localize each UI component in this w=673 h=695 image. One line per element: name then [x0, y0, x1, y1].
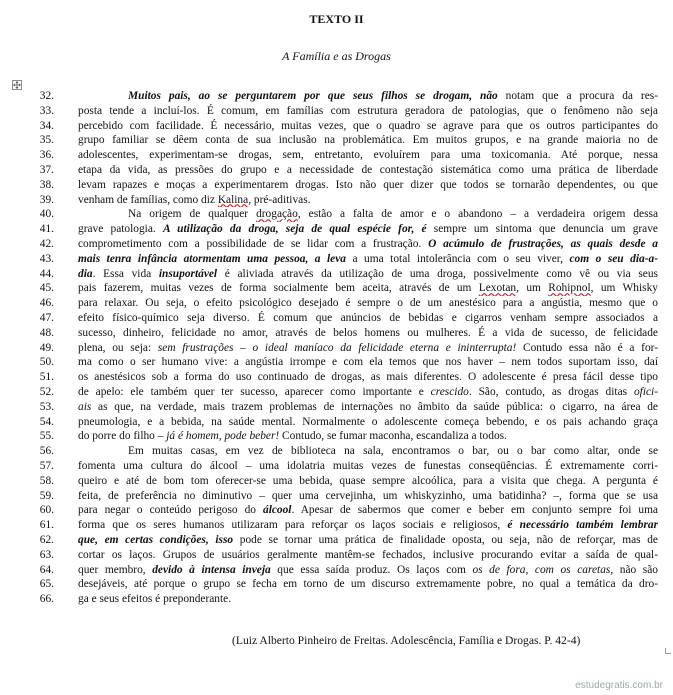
text-line	[0, 178, 673, 193]
line-text	[78, 326, 658, 341]
text-run: as que, na verdade, mais trazem problemas de internações no âmbito da saúde pública: o cigarro, na área de	[91, 400, 658, 413]
line-text	[78, 563, 658, 578]
line-number: 44.	[39, 267, 54, 280]
text-run: crescido	[430, 385, 469, 398]
line-text	[78, 429, 658, 444]
line-number: 46.	[39, 297, 54, 310]
line-number: 39.	[39, 193, 54, 206]
text-run: , pré-aditivas.	[248, 193, 311, 206]
text-run: feita, de preferência no diminutivo – quer uma cervejinha, um whiskyzinho, uma batidinha? –, forma que se usa	[78, 489, 658, 502]
text-run: cortar os laços. Grupos de usuários geralmente mantêm-se fechados, inclusive procurando evitar a saída de qual-	[78, 548, 658, 561]
text-run: Muitos pais, ao se perguntarem por que seus filhos se drogam, não	[128, 90, 498, 102]
line-number: 47.	[39, 311, 54, 324]
text-run: desejáveis, até porque o grupo se fecha em torno de um discurso extremamente pobre, no qual a temática da dro-	[78, 578, 658, 591]
text-line	[0, 385, 673, 400]
text-run: ma como o ser humano vive: a angústia irrompe e com ela temos que nos haver – nem todos suportam isso, daí	[78, 356, 658, 369]
text-run: , um Whisky	[590, 282, 658, 295]
line-number: 59.	[39, 489, 54, 502]
line-text	[78, 459, 658, 474]
line-text	[78, 341, 658, 356]
text-run: , não são	[610, 563, 658, 576]
line-text	[78, 119, 658, 134]
text-line	[0, 503, 673, 518]
text-run: . Apesar de sabermos que comer e beber em conjunto sempre foi uma	[291, 504, 658, 517]
citation: (Luiz Alberto Pinheiro de Freitas. Adolescência, Família e Drogas. P. 42-4)	[232, 634, 581, 647]
text-run: é aliviada através da utilização de uma droga, possivelmente como vê ou via seus	[217, 267, 658, 280]
line-text	[78, 489, 658, 504]
text-line	[0, 489, 673, 504]
text-run: queiro e até de bom tom oferecer-se uma bebida, quase sempre alcoólica, para a visita que chega. A pergunta é	[78, 474, 658, 487]
line-number: 48.	[39, 326, 54, 339]
text-run: venham de famílias, como diz	[78, 193, 218, 206]
line-text	[78, 222, 658, 237]
line-number: 36.	[39, 149, 54, 162]
line-number: 58.	[39, 474, 54, 487]
text-run: ofici-	[633, 385, 658, 398]
line-number: 63.	[39, 548, 54, 561]
text-run: sempre um sintoma que denuncia um grave	[426, 223, 658, 236]
text-run: álcool	[263, 504, 292, 517]
line-text	[78, 577, 658, 592]
text-line	[0, 370, 673, 385]
line-number: 49.	[39, 341, 54, 354]
text-run: que essa saída produz. Os laços com	[270, 563, 473, 576]
text-run: para negar o conteúdo perigoso do	[78, 504, 263, 517]
line-text	[78, 503, 658, 518]
line-text	[78, 385, 658, 400]
line-text	[128, 207, 658, 222]
line-number: 66.	[39, 593, 54, 606]
text-run: fomenta uma cultura do álcool – uma idolatria muitas vezes de funestas conseqüências. É extremamente corri-	[78, 459, 658, 472]
line-number: 62.	[39, 533, 54, 546]
text-run: pais fazerem, muitas vezes de forma socialmente bem aceita, através de um	[78, 282, 479, 295]
line-text	[78, 400, 658, 415]
text-run: Lexotan	[478, 282, 517, 295]
line-text	[78, 252, 658, 267]
line-number: 33.	[39, 104, 54, 117]
text-run: dia	[78, 267, 93, 280]
text-line	[0, 459, 673, 474]
numbered-text-body	[0, 89, 673, 607]
text-run: ais	[78, 400, 92, 413]
text-run: Kalina	[217, 193, 249, 206]
text-run: pneumologia, e a bebida, na saúde mental. Normalmente o adolescente começa bebendo, e os pais achando graça	[78, 415, 658, 428]
line-text	[78, 474, 658, 489]
text-run: já é homem, pode beber!	[166, 430, 280, 443]
line-number: 50.	[39, 356, 54, 369]
text-line	[0, 193, 673, 208]
text-line	[0, 267, 673, 282]
line-number: 57.	[39, 459, 54, 472]
line-text	[78, 237, 658, 252]
text-line	[0, 104, 673, 119]
line-number: 61.	[39, 519, 54, 532]
line-number: 64.	[39, 563, 54, 576]
line-number: 56.	[39, 445, 54, 458]
line-text	[78, 355, 658, 370]
text-run: levam rapazes e moças a experimentarem drogas. Isto não quer dizer que todos se tornarão dependentes, ou que	[78, 178, 658, 191]
line-number: 55.	[39, 430, 54, 443]
text-run: Em muitas casas, em vez de biblioteca na sala, encontramos o bar, ou o bar como altar, onde se	[128, 445, 658, 458]
text-line	[0, 341, 673, 356]
text-run: etapa da vida, as pressões do grupo e a necessidade de contestação sistemática como uma prática de liberdade	[78, 163, 658, 176]
line-number: 60.	[39, 504, 54, 517]
text-line	[0, 400, 673, 415]
line-text	[78, 193, 658, 208]
line-number: 65.	[39, 578, 54, 591]
document-subtitle: A Família e as Drogas	[282, 49, 391, 63]
text-run: forma que os seres humanos utilizaram para reforçar os laços sociais e religiosos,	[78, 519, 508, 532]
text-run: efeito físico-químico seja diverso. É comum que anúncios de bebidas e cigarros venham sempre associados a	[78, 311, 658, 324]
text-line	[0, 148, 673, 163]
text-line	[0, 355, 673, 370]
text-run: pode se tornar uma prática de finalidade oposta, ou seja, não de reforçar, mas de	[233, 533, 658, 546]
line-text	[78, 178, 658, 193]
text-run: com o seu dia-a-	[569, 252, 658, 265]
line-text	[78, 592, 658, 607]
text-run: Contudo, se fumar maconha, escandaliza a todos.	[279, 430, 507, 443]
line-number: 41.	[39, 223, 54, 236]
text-run: que, em certas condições, isso	[78, 533, 234, 546]
line-text	[78, 296, 658, 311]
line-number: 43.	[39, 252, 54, 265]
text-run: drogação	[256, 208, 298, 221]
text-run: A utilização da droga, seja de qual espécie for, é	[162, 223, 427, 236]
line-number: 37.	[39, 163, 54, 176]
line-text	[78, 548, 658, 563]
text-run: para relaxar. Ou seja, o efeito psicológico desejado é sempre o de um anestésico para a angústia, mesmo que o	[78, 297, 658, 310]
text-run: grave patologia.	[78, 223, 163, 236]
text-line	[0, 533, 673, 548]
text-line	[0, 163, 673, 178]
text-run: notam que a procura da res-	[497, 90, 658, 102]
text-run: Rohipnol	[548, 282, 591, 295]
text-line	[0, 89, 673, 104]
text-run: os de fora, com os caretas	[472, 563, 611, 576]
text-line	[0, 311, 673, 326]
text-run: Na origem de qualquer	[128, 208, 257, 221]
text-line	[0, 237, 673, 252]
text-run: a uma total intolerância com o seu viver,	[345, 252, 570, 265]
document-title: TEXTO II	[309, 12, 364, 26]
text-run: de apelo: ele também quer ter sucesso, aparecer como importante e	[78, 385, 431, 398]
line-text	[78, 518, 658, 533]
text-run: sem frustrações – o ideal maníaco da felicidade eterna e ininterrupta!	[157, 341, 517, 354]
text-run: grupo familiar se dêem conta de sua inclusão na problemática. Em muitos grupos, e na grande maioria no de	[78, 134, 658, 147]
text-line	[0, 577, 673, 592]
text-run: devido à intensa inveja	[152, 563, 271, 576]
text-line	[0, 518, 673, 533]
text-run: percebido com facilidade. É necessário, muitas vezes, que o quadro se agrave para que os outros participantes do	[78, 119, 658, 132]
text-run: comprometimento com a possibilidade de se lidar com a frustração.	[78, 237, 429, 250]
text-line	[0, 548, 673, 563]
text-line	[0, 133, 673, 148]
watermark: estudegratis.com.br	[575, 680, 663, 691]
line-number: 42.	[39, 237, 54, 250]
line-number: 45.	[39, 282, 54, 295]
text-line	[0, 296, 673, 311]
line-text	[78, 148, 658, 163]
line-number: 51.	[39, 371, 54, 384]
text-line	[0, 222, 673, 237]
text-run: Contudo essa não é a for-	[516, 341, 658, 354]
line-text	[78, 370, 658, 385]
line-text	[78, 415, 658, 430]
text-run: plena, ou seja:	[78, 341, 158, 354]
text-run: do porre do filho –	[78, 430, 167, 443]
line-text	[78, 163, 658, 178]
text-run: mais tenra infância atormentam uma pessoa, a leva	[78, 252, 346, 265]
line-text	[78, 311, 658, 326]
text-run: ga e seus efeitos é preponderante.	[78, 593, 232, 606]
text-line	[0, 326, 673, 341]
line-number: 53.	[39, 400, 54, 413]
text-line	[0, 207, 673, 222]
text-run: O acúmulo de frustrações, as quais desde a	[428, 237, 658, 250]
text-line	[0, 119, 673, 134]
line-number: 35.	[39, 134, 54, 147]
text-run: , um	[516, 282, 549, 295]
text-line	[0, 563, 673, 578]
line-text	[78, 281, 658, 296]
text-run: . Essa vida	[92, 267, 159, 280]
text-line	[0, 281, 673, 296]
line-text	[78, 133, 658, 148]
text-line	[0, 444, 673, 459]
line-number: 40.	[39, 208, 54, 221]
text-line	[0, 415, 673, 430]
text-run: quer membro,	[78, 563, 153, 576]
line-number: 34.	[39, 119, 54, 132]
text-line	[0, 429, 673, 444]
line-number: 52.	[39, 385, 54, 398]
text-line	[0, 592, 673, 607]
text-run: adolescentes, experimentam-se drogas, sem, entretanto, evoluírem para uma toxicomania. Até porque, nessa	[78, 149, 658, 162]
line-number: 54.	[39, 415, 54, 428]
text-line	[0, 252, 673, 267]
end-of-cell-mark-icon	[665, 648, 671, 654]
line-text	[128, 89, 658, 104]
text-run: , estão a falta de amor e o abandono – a verdadeira origem dessa	[297, 208, 658, 221]
text-run: é necessário também lembrar	[507, 519, 658, 532]
text-run: sucesso, dinheiro, felicidade no amor, através de belos homens ou mulheres. É a vida de sucesso, de felicidade	[78, 326, 658, 339]
text-line	[0, 474, 673, 489]
line-text	[78, 267, 658, 282]
line-text	[78, 533, 658, 548]
line-text	[128, 444, 658, 459]
move-arrows-icon	[13, 81, 21, 89]
line-number: 38.	[39, 178, 54, 191]
text-run: os anestésicos sob a forma do uso continuado de drogas, as mais diferentes. O adolescente é presa fácil desse tipo	[78, 371, 658, 384]
text-run: insuportável	[158, 267, 218, 280]
text-run: posta tende a incluí-los. É comum, em famílias com estrutura geradora de patologias, que o fenômeno não seja	[78, 104, 658, 117]
line-number: 32.	[39, 90, 54, 102]
line-text	[78, 104, 658, 119]
text-run: . São, contudo, as drogas ditas	[468, 385, 634, 398]
